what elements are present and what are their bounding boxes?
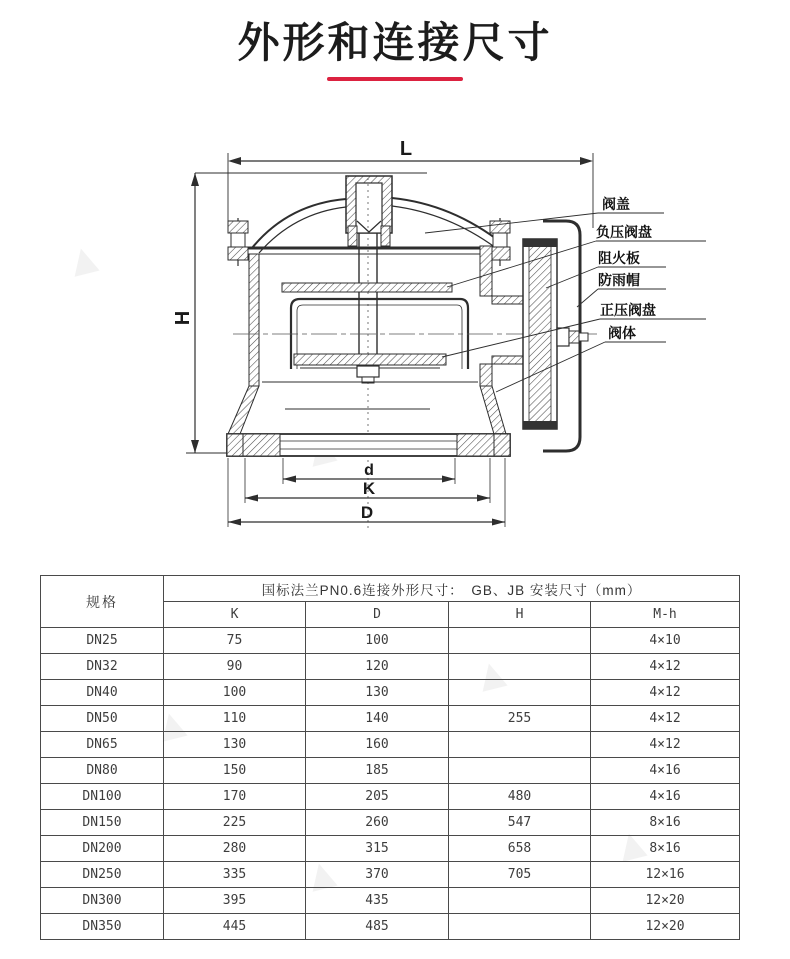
valve-dimension-diagram	[0, 136, 790, 544]
dimension-table	[40, 575, 740, 940]
table-row	[41, 654, 740, 680]
table-row	[41, 810, 740, 836]
value-cell: 140	[306, 706, 449, 732]
table-row	[41, 784, 740, 810]
value-cell: 100	[164, 680, 306, 706]
spec-cell: DN65	[41, 732, 164, 758]
page-title: 外形和连接尺寸	[237, 19, 553, 66]
column-header-H: H	[449, 602, 591, 628]
value-cell	[449, 680, 591, 706]
spec-column-header: 规格	[41, 576, 164, 628]
watermark-logo: ▲	[56, 230, 111, 289]
value-cell: 485	[306, 914, 449, 940]
value-cell: 280	[164, 836, 306, 862]
value-cell: 110	[164, 706, 306, 732]
table-row	[41, 862, 740, 888]
spec-cell: DN350	[41, 914, 164, 940]
value-cell: 8×16	[591, 836, 740, 862]
value-cell: 130	[306, 680, 449, 706]
value-cell: 435	[306, 888, 449, 914]
title-underline	[327, 77, 463, 81]
value-cell: 130	[164, 732, 306, 758]
left-bolt	[228, 218, 248, 266]
part-label-valve-body: 阀体	[608, 325, 636, 341]
value-cell: 12×16	[591, 862, 740, 888]
table-row	[41, 628, 740, 654]
watermark-logo: ▲	[294, 845, 349, 904]
value-cell: 658	[449, 836, 591, 862]
table-row	[41, 888, 740, 914]
value-cell: 8×16	[591, 810, 740, 836]
column-header-Mh: M-h	[591, 602, 740, 628]
value-cell: 100	[306, 628, 449, 654]
value-cell: 547	[449, 810, 591, 836]
value-cell: 395	[164, 888, 306, 914]
value-cell: 12×20	[591, 914, 740, 940]
value-cell	[449, 654, 591, 680]
value-cell: 4×10	[591, 628, 740, 654]
part-label-vacuum-disc: 负压阀盘	[596, 224, 652, 240]
spec-cell: DN32	[41, 654, 164, 680]
value-cell: 4×16	[591, 784, 740, 810]
value-cell: 4×12	[591, 732, 740, 758]
value-cell: 255	[449, 706, 591, 732]
value-cell	[449, 914, 591, 940]
value-cell: 335	[164, 862, 306, 888]
value-cell: 225	[164, 810, 306, 836]
table-row	[41, 680, 740, 706]
spec-cell: DN200	[41, 836, 164, 862]
watermark-logo: ▲	[604, 815, 659, 874]
value-cell	[449, 732, 591, 758]
value-cell: 12×20	[591, 888, 740, 914]
value-cell: 4×12	[591, 654, 740, 680]
spec-cell: DN100	[41, 784, 164, 810]
table-row	[41, 732, 740, 758]
value-cell: 160	[306, 732, 449, 758]
page-header	[0, 0, 790, 81]
value-cell: 315	[306, 836, 449, 862]
value-cell: 480	[449, 784, 591, 810]
column-header-D: D	[306, 602, 449, 628]
value-cell: 185	[306, 758, 449, 784]
part-label-flame-arrestor: 阻火板	[598, 250, 640, 266]
dim-label-d: d	[364, 462, 374, 479]
table-row	[41, 758, 740, 784]
spec-cell: DN300	[41, 888, 164, 914]
value-cell: 4×12	[591, 706, 740, 732]
value-cell: 150	[164, 758, 306, 784]
value-cell: 170	[164, 784, 306, 810]
value-cell: 705	[449, 862, 591, 888]
table-row	[41, 836, 740, 862]
spec-cell: DN250	[41, 862, 164, 888]
dimension-table-section	[40, 575, 739, 940]
spec-cell: DN50	[41, 706, 164, 732]
watermark-logo: ▲	[144, 695, 199, 754]
table-row	[41, 706, 740, 732]
value-cell: 75	[164, 628, 306, 654]
dim-label-L: L	[399, 138, 413, 160]
value-cell: 120	[306, 654, 449, 680]
value-cell	[449, 888, 591, 914]
value-cell	[449, 758, 591, 784]
value-cell: 445	[164, 914, 306, 940]
value-cell: 260	[306, 810, 449, 836]
value-cell: 4×16	[591, 758, 740, 784]
value-cell	[449, 628, 591, 654]
spec-cell: DN80	[41, 758, 164, 784]
spec-table-body	[41, 628, 740, 940]
dim-label-K: K	[362, 479, 376, 498]
value-cell: 205	[306, 784, 449, 810]
spec-cell: DN150	[41, 810, 164, 836]
part-label-pressure-disc: 正压阀盘	[600, 302, 656, 318]
value-cell: 370	[306, 862, 449, 888]
column-header-K: K	[164, 602, 306, 628]
part-label-valve-cover: 阀盖	[602, 196, 630, 212]
watermark-logo: ▲	[464, 645, 519, 704]
spec-cell: DN25	[41, 628, 164, 654]
part-label-rain-cap: 防雨帽	[598, 272, 640, 288]
spec-cell: DN40	[41, 680, 164, 706]
group-header: 国标法兰PN0.6连接外形尺寸： GB、JB 安装尺寸（mm）	[164, 576, 740, 602]
dim-label-H: H	[172, 310, 194, 326]
table-row	[41, 914, 740, 940]
value-cell: 90	[164, 654, 306, 680]
value-cell: 4×12	[591, 680, 740, 706]
dim-label-D: D	[360, 503, 374, 522]
